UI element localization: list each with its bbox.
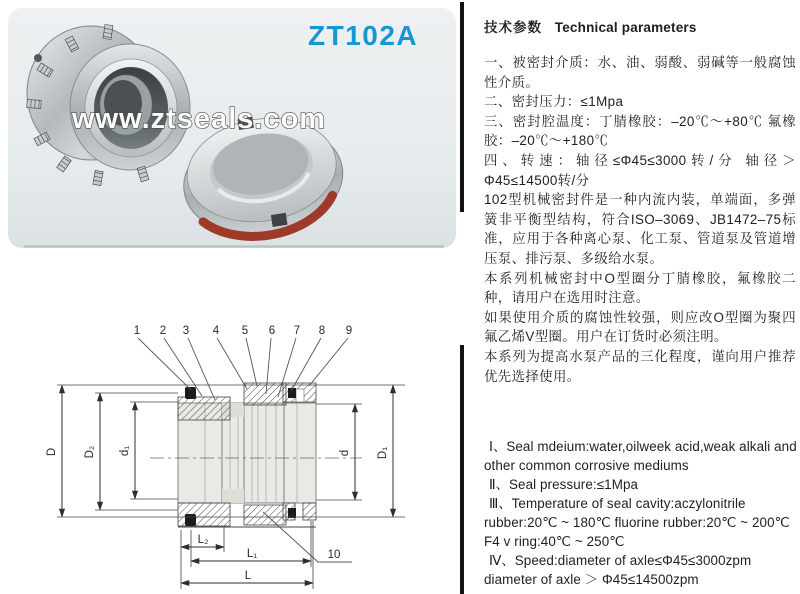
- cn-paragraph-6: 本系列机械密封中O型圈分丁腈橡胶，氟橡胶二种，请用户在选用时注意。: [484, 270, 796, 306]
- en-item-1-label: Ⅰ、: [489, 439, 507, 454]
- en-item-3: [484, 494, 798, 551]
- cn-paragraph-2: 二、密封压力：≤1Mpa: [484, 94, 624, 110]
- dim-label-L: L: [244, 570, 252, 582]
- en-item-2-text: Seal pressure:≤1Mpa: [508, 477, 639, 492]
- callout-2: 2: [159, 325, 167, 337]
- en-item-2: [484, 475, 798, 494]
- en-parameters: [484, 437, 798, 589]
- en-item-4: [484, 551, 798, 589]
- en-item-1: [484, 437, 798, 475]
- callout-1: 1: [133, 325, 141, 337]
- callout-leaders: [138, 338, 348, 400]
- en-item-3-text: Temperature of seal cavity:aczylonitrile rubber:20℃ ~ 180℃ fluorine rubber:20℃ ~ 200℃ F4 v ring:40℃ ~ 250℃: [484, 496, 790, 549]
- en-item-2-label: Ⅱ、: [489, 477, 509, 492]
- tech-params-title-en: Technical parameters: [554, 20, 697, 35]
- seal-cross-section: [178, 383, 316, 527]
- en-item-1-text: Seal mdeium:water,oilweek acid,weak alkali and other common corrosive mediums: [484, 439, 797, 473]
- callout-8: 8: [318, 325, 326, 337]
- cn-paragraph-1: 一、被密封介质：水、油、弱酸、弱碱等一般腐蚀性介质。: [484, 55, 796, 90]
- model-title: ZT102A: [308, 20, 419, 51]
- en-item-4-label: Ⅳ、: [489, 553, 515, 568]
- en-item-3-label: Ⅲ、: [489, 496, 512, 511]
- callout-10: 10: [327, 549, 341, 561]
- dim-label-D: D: [46, 447, 58, 457]
- watermark-text: www.ztseals.com: [72, 103, 327, 135]
- tech-params-title-cn: 技术参数: [484, 20, 542, 35]
- callout-5: 5: [241, 325, 249, 337]
- en-item-4-text: Speed:diameter of axle≤Φ45≤3000zpm diameter of axle ＞ Φ45≤14500zpm: [484, 553, 752, 587]
- dim-label-L1: L₁: [246, 548, 258, 560]
- callout-6: 6: [268, 325, 276, 337]
- cn-paragraph-7: 如果使用介质的腐蚀性较强，则应改O型圈为聚四氟乙烯V型圈。用户在订货时必须注明。: [484, 309, 796, 345]
- cn-paragraph-8: 本系列为提高水泵产品的三化程度，谨向用户推荐优先选择使用。: [484, 348, 796, 384]
- callout-4: 4: [212, 325, 220, 337]
- callout-7: 7: [293, 325, 301, 337]
- drive-notch-bottom: [271, 213, 288, 227]
- cn-paragraph-5: 102型机械密封件是一种内流内装，单端面，多弹簧非平衡型结构，符合ISO–3069、JB1472–75标准，应用于各种离心泵、化工泵、管道泵及管道增压泵、排污泵、多级给水泵。: [484, 192, 796, 266]
- setscrew-hole: [34, 54, 42, 62]
- cn-paragraph-3: 三、密封腔温度：丁腈橡胶：–20℃～+80℃ 氟橡胶：–20℃～+180℃: [484, 113, 796, 149]
- cn-paragraph-4: 四、转速：轴径≤Φ45≤3000转/分 轴径＞Φ45≤14500转/分: [484, 152, 796, 188]
- dim-label-D1: D₁: [377, 446, 389, 460]
- cn-paragraphs: [484, 53, 796, 386]
- dim-label-d: d: [339, 449, 351, 457]
- callout-9: 9: [345, 325, 353, 337]
- o-ring-section-top: [185, 387, 196, 399]
- dim-label-L2: L₂: [197, 534, 209, 546]
- tech-params-title: [484, 16, 796, 36]
- right-column: [484, 16, 796, 386]
- dim-label-d1: d₁: [119, 445, 131, 457]
- technical-drawing: [0, 310, 470, 594]
- divider-top: [460, 2, 464, 212]
- callout-3: 3: [182, 325, 190, 337]
- o-ring-section-bottom: [185, 514, 196, 526]
- dim-label-D2: D₂: [84, 445, 96, 459]
